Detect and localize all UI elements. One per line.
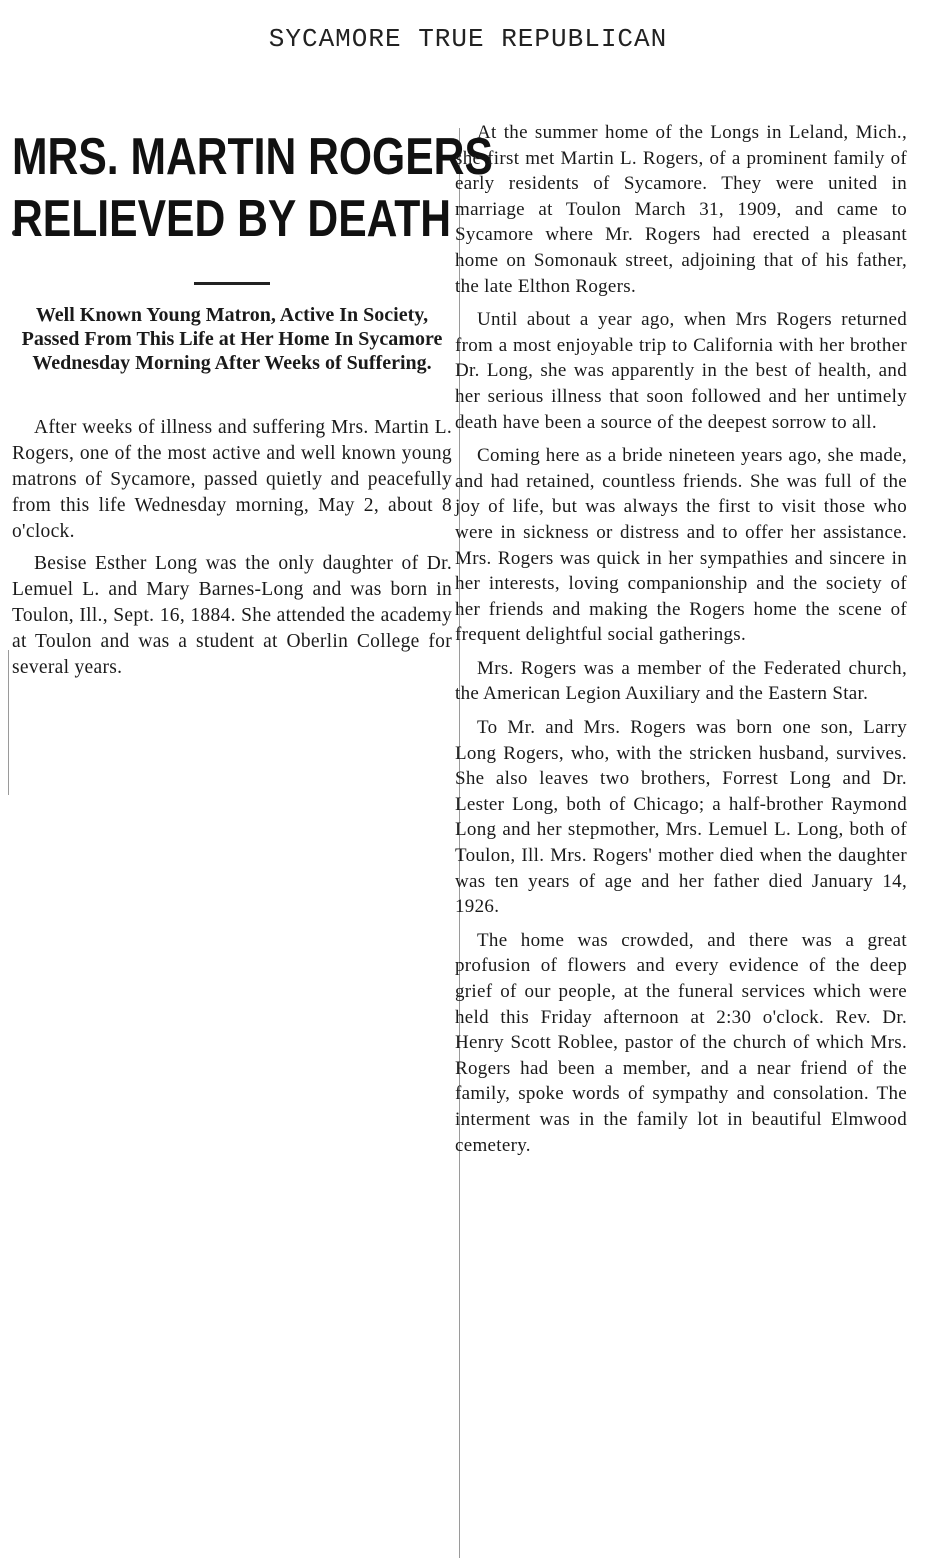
right-paragraph-6: The home was crowded, and there was a great profusion of flowers and every evidence of the deep grief of our people, at the funeral services which were held this Friday afternoon at 2:30 o'clock. Rev. Dr. Henry Scott Roblee, pastor of the church of which Mrs. Rogers had been a member, and a near friend of the family, spoke words of sympathy and consolation. The interment was in the family lot in beautiful Elmwood cemetery. [455, 929, 907, 1156]
right-paragraph-3: Coming here as a bride nineteen years ago, she made, and had retained, countless friends. She was full of the joy of life, but was always the first to visit those who were in sickness or distress and to offer her assistance. Mrs. Rogers was quick in her sympathies and sincere in her interests, loving companionship and the society of her friends and making the Rogers home the scene of frequent delightful social gatherings. [455, 445, 907, 646]
left-paragraph-2: Besise Esther Long was the only daughter of Dr. Lemuel L. and Mary Barnes-Long and was born in Toulon, Ill., Sept. 16, 1884. She attended the academy at Toulon and was a student at Oberlin College for several years. [12, 553, 452, 678]
left-paragraph-1: After weeks of illness and suffering Mrs. Martin L. Rogers, one of the most active and well known young matrons of Sycamore, passed quietly and peacefully from this life Wednesday morning, May 2, about 8 o'clock. [12, 417, 452, 542]
newspaper-masthead: SYCAMORE TRUE REPUBLICAN [268, 24, 668, 54]
headline-line-2: RELIEVED BY DEATH [12, 190, 452, 248]
right-paragraph-1: At the summer home of the Longs in Leland, Mich., she first met Martin L. Rogers, of a prominent family of early residents of Sycamore. They were united in marriage at Toulon March 31, 1909, and came to Sycamore where Mr. Rogers had erected a pleasant home on Somonauk street, adjoining that of his father, the late Elthon Rogers. [455, 122, 907, 297]
right-paragraph-4: Mrs. Rogers was a member of the Federated church, the American Legion Auxiliary and the Eastern Star. [455, 657, 907, 705]
right-column [455, 120, 907, 1158]
left-column [12, 128, 493, 681]
margin-rule [8, 650, 9, 795]
right-paragraph-5: To Mr. and Mrs. Rogers was born one son, Larry Long Rogers, who, with the stricken husband, survives. She also leaves two brothers, Forrest Long and Dr. Lester Long, both of Chicago; a half-brother Raymond Long and her stepmother, Mrs. Lemuel L. Long, both of Toulon, Ill. Mrs. Rogers' mother died when the daughter was ten years of age and her father died January 14, 1926. [455, 717, 907, 918]
subheadline: Well Known Young Matron, Active In Society, Passed From This Life at Her Home In Sycamore Wednesday Morning After Weeks of Suffering. [21, 304, 443, 374]
headline-line-1: MRS. MARTIN ROGERS [12, 128, 493, 186]
right-paragraph-2: Until about a year ago, when Mrs Rogers returned from a most enjoyable trip to California with her brother Dr. Long, she was apparently in the best of health, and her serious illness that soon followed and her untimely death have been a source of the deepest sorrow to all. [455, 309, 907, 433]
headline-rule [194, 282, 270, 285]
